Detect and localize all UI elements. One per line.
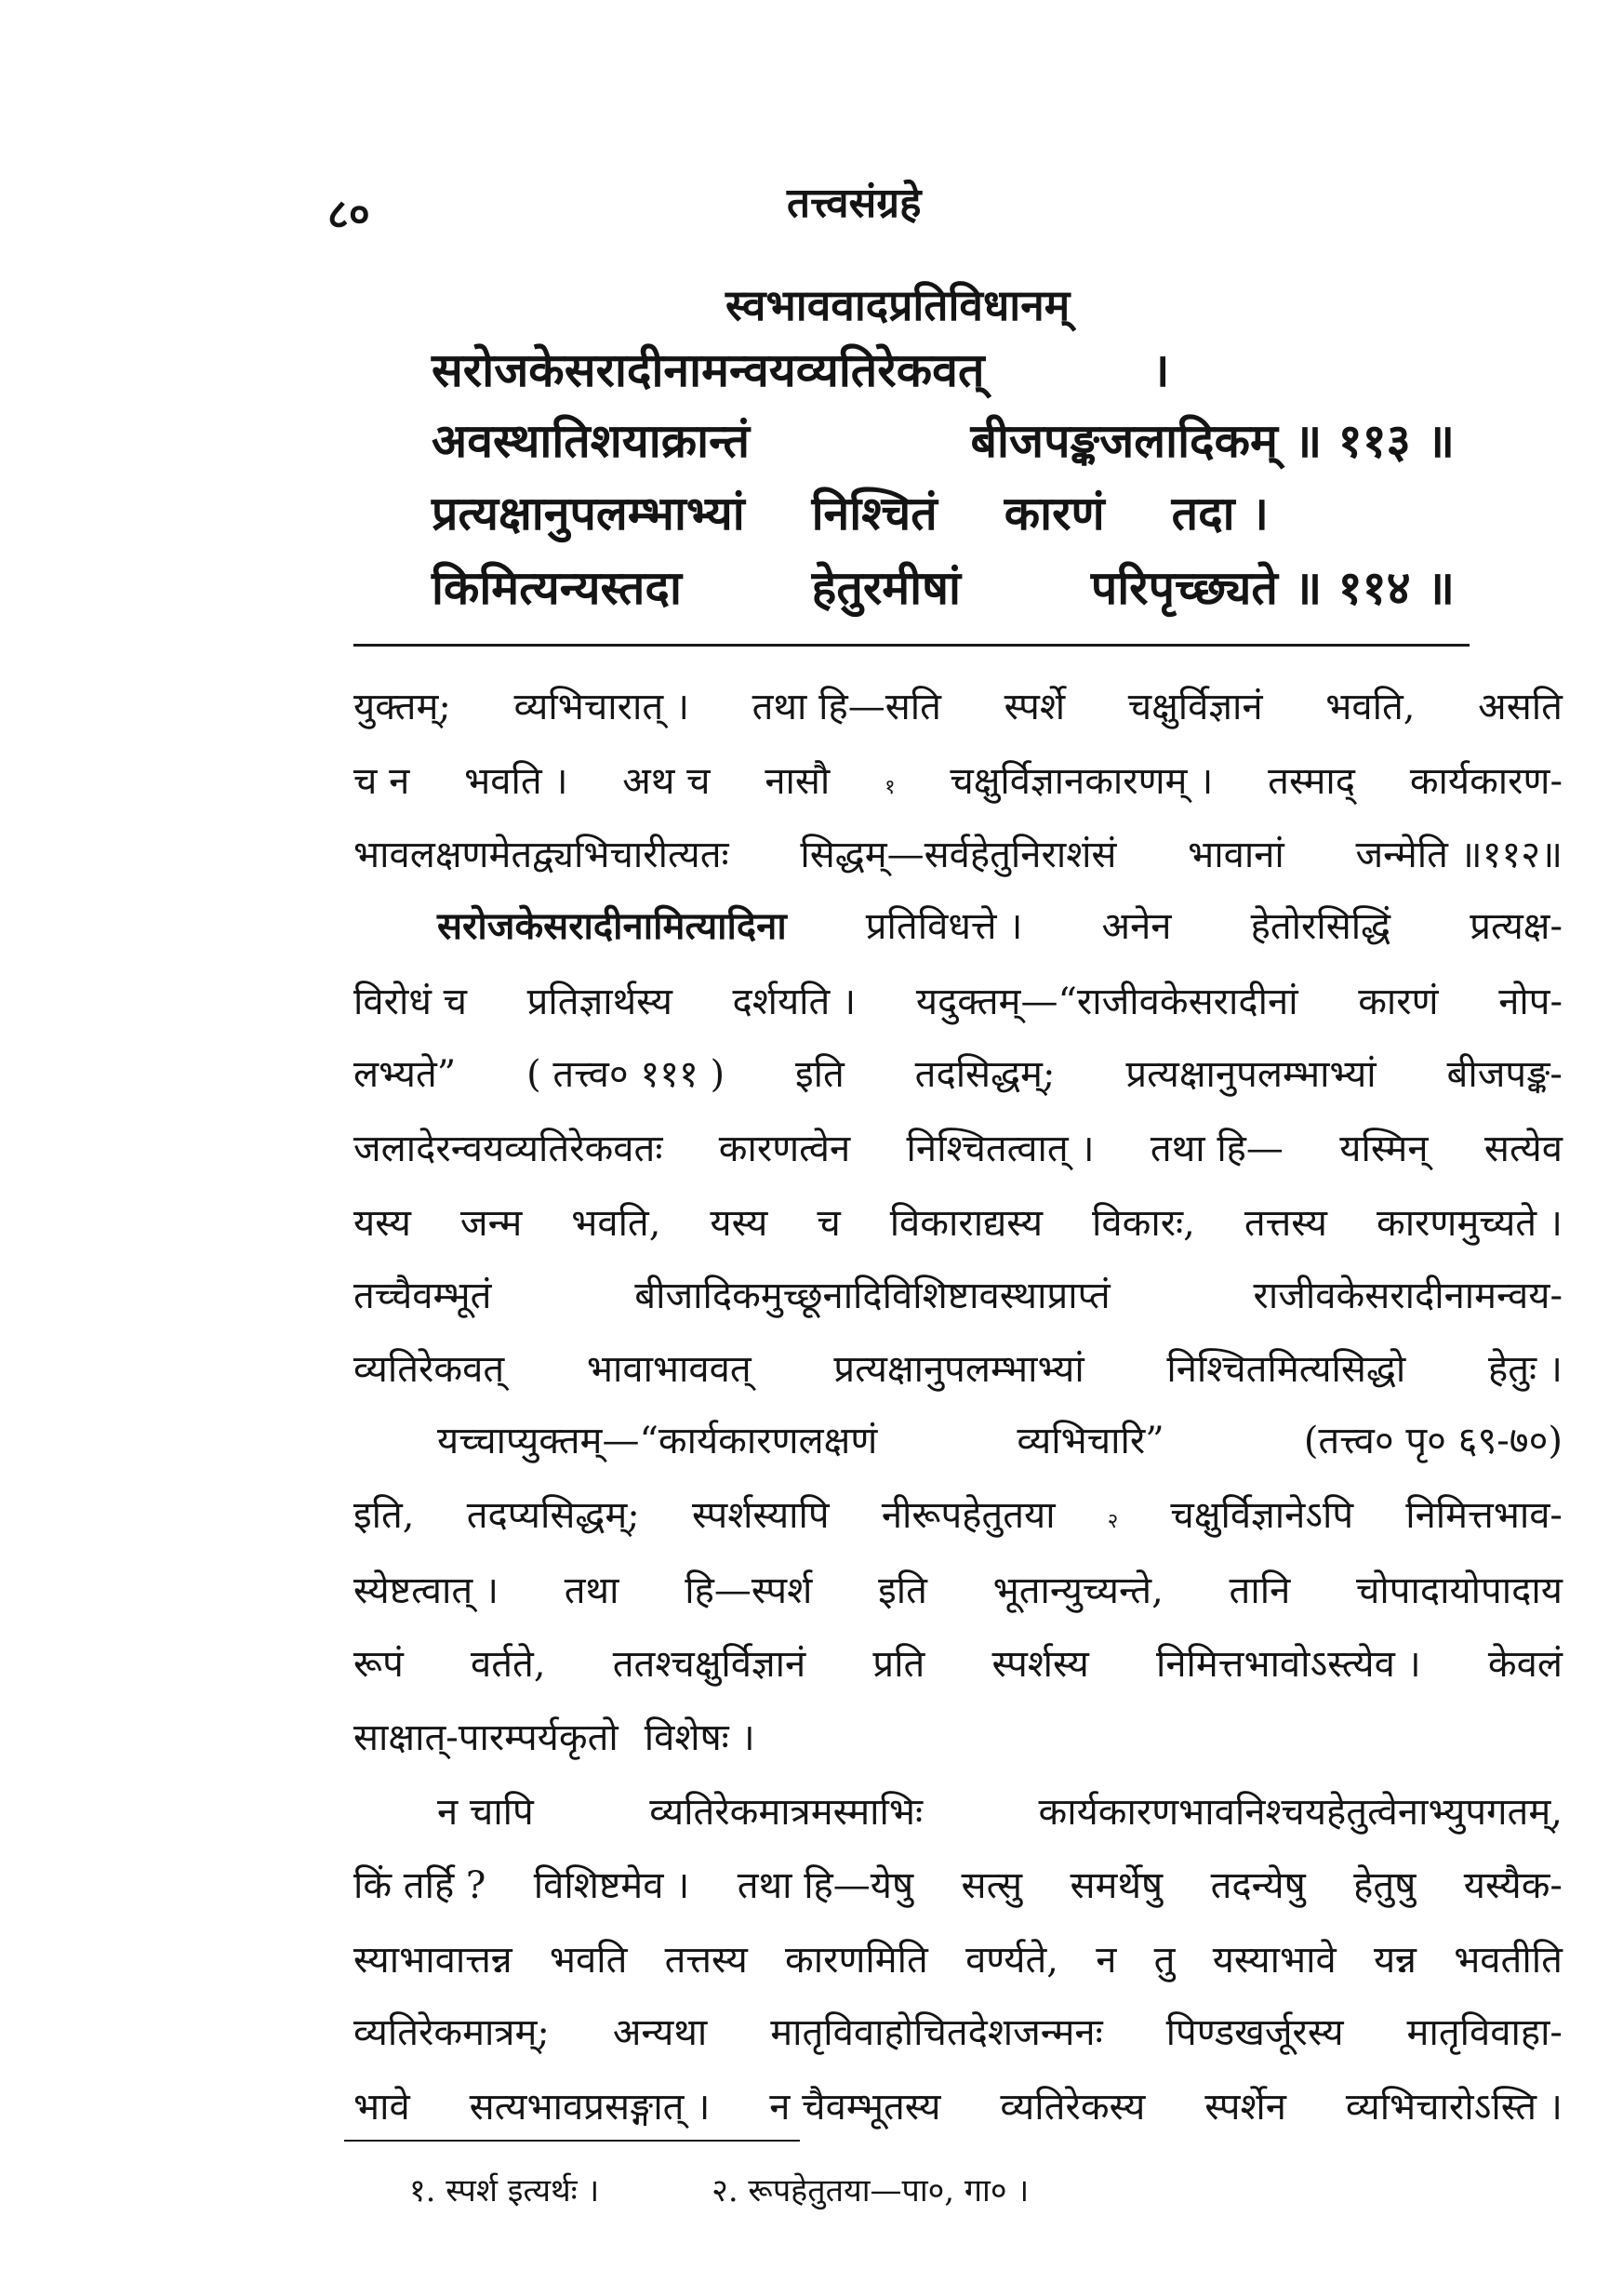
commentary-word: तदप्यसिद्धम्; [466, 1494, 640, 1537]
verse-line [432, 554, 1455, 618]
commentary-word: अन्यथा [612, 2011, 708, 2054]
commentary-word: च [817, 1202, 841, 1245]
commentary-word: भवतीति [1454, 1939, 1563, 1982]
commentary-word: निमित्तभाव- [1405, 1494, 1563, 1537]
commentary-word: यदुक्तम्—“राजीवकेसरादीनां [915, 981, 1298, 1023]
page-number: ८० [327, 191, 370, 238]
commentary-word: तथा हि—येषु [737, 1864, 914, 1907]
commentary-line [353, 754, 1563, 805]
commentary-word: सिद्धम्—सर्वहेतुनिराशंसं [800, 834, 1117, 876]
commentary-word: चोपादायोपादाय [1356, 1569, 1563, 1612]
commentary-word: तत्तस्य [1244, 1202, 1328, 1245]
commentary-word: स्याभावात्तन्न [353, 1939, 512, 1982]
commentary-word: ततश्चक्षुर्विज्ञानं [612, 1643, 806, 1686]
commentary-word: व्यभिचारि” [1017, 1420, 1164, 1462]
commentary-word: प्रतिज्ञार्थस्य [526, 981, 672, 1023]
commentary-word: तच्चैवम्भूतं [353, 1275, 492, 1317]
commentary-word: न [1096, 1939, 1117, 1982]
commentary-line [353, 1710, 1563, 1761]
commentary-word: कार्यकारणभावनिश्चयहेतुत्वेनाभ्युपगतम्, [1038, 1791, 1563, 1834]
commentary-word: विकारः, [1092, 1202, 1195, 1245]
commentary-line [353, 1563, 1563, 1614]
commentary-line [353, 679, 1563, 730]
commentary-word: व्यभिचारोऽस्ति । [1345, 2086, 1563, 2129]
footnote-divider [344, 2140, 800, 2142]
commentary-word: सत्यभावप्रसङ्गात् । [469, 2086, 711, 2129]
commentary-line [353, 974, 1563, 1025]
commentary-word: भूतान्युच्यन्ते, [992, 1569, 1164, 1612]
commentary-word: भावे [353, 2086, 410, 2129]
commentary-word: न चैवम्भूतस्य [769, 2086, 941, 2129]
verse-segment: सरोजकेसरादीनामन्वयव्यतिरेकवत् [432, 342, 985, 397]
commentary-word: यस्यैक- [1463, 1864, 1563, 1907]
commentary-word: तस्माद् [1268, 760, 1356, 803]
verse-segment: अवस्थातिशयाक्रान्तं [432, 413, 750, 468]
commentary-word: तत्तस्य [664, 1939, 748, 1982]
commentary-word: इति [878, 1569, 927, 1612]
commentary-line [437, 899, 1563, 950]
verse-segment: प्रत्यक्षानुपलम्भाभ्यां [432, 486, 745, 541]
commentary-word: हि—स्पर्श [685, 1569, 813, 1612]
commentary-word: व्यतिरेकस्य [1000, 2086, 1146, 2129]
commentary-word: समर्थेषु [1070, 1864, 1164, 1907]
commentary-word: स्पर्शे [1004, 686, 1066, 728]
commentary-word: व्यतिरेकवत् [353, 1348, 505, 1391]
verse-segment: तदा । [1171, 486, 1269, 541]
commentary-word: मातृविवाहा- [1406, 2011, 1563, 2054]
commentary-word: पिण्डखर्जूरस्य [1165, 2011, 1344, 2054]
commentary-word: भावाभाववत् [586, 1348, 752, 1391]
commentary-word: यच्चाप्युक्तम्—“कार्यकारणलक्षणं [437, 1420, 878, 1462]
commentary-word: स्पर्शस्य [991, 1643, 1089, 1686]
commentary-word: सत्येव [1483, 1128, 1563, 1170]
commentary-word: निश्चितमित्यसिद्धो [1166, 1348, 1406, 1391]
commentary-word: विरोधं च [353, 981, 468, 1023]
commentary-word: व्यतिरेकमात्रम्; [353, 2011, 550, 2054]
commentary-word: हेतुषु [1353, 1864, 1417, 1907]
commentary-line [353, 2005, 1563, 2056]
commentary-word: तदसिद्धम्; [914, 1053, 1056, 1096]
commentary-word: प्रत्यक्षानुपलम्भाभ्यां [1125, 1053, 1377, 1096]
verse-section-title: स्वभाववादप्रतिविधानम् [725, 280, 1071, 330]
commentary-word: ( तत्त्व० १११ ) [526, 1053, 725, 1096]
commentary-word: भावानां [1188, 834, 1284, 876]
verse-segment: कारणं [1004, 486, 1105, 541]
commentary-word: कारणत्वेन [718, 1128, 851, 1170]
commentary-word: विशेषः । [644, 1716, 755, 1759]
commentary-word: इति, [353, 1494, 415, 1537]
commentary-line [353, 1047, 1563, 1098]
commentary-word: जन्म [459, 1202, 523, 1245]
verse-segment: । [1151, 342, 1170, 397]
commentary-word: राजीवकेसरादीनामन्वय- [1253, 1275, 1563, 1317]
commentary-word: व्यतिरेकमात्रमस्माभिः [649, 1791, 924, 1834]
commentary-word: भवति, [571, 1202, 661, 1245]
commentary-word: तथा हि—सति [752, 686, 941, 728]
verse-segment: परिपृच्छ्यते ॥ ११४ ॥ [1090, 560, 1455, 615]
running-title: तत्त्वसंग्रहे [787, 180, 922, 227]
commentary-word: जलादेरन्वयव्यतिरेकवतः [353, 1128, 663, 1170]
footnote-2: २. रूपहेतुतया—पा०, गा० । [712, 2172, 1030, 2209]
commentary-word: यन्न [1373, 1939, 1417, 1982]
commentary-line [437, 1784, 1563, 1835]
commentary-word: केवलं [1487, 1643, 1563, 1686]
commentary-word: रूपं [353, 1643, 404, 1686]
commentary-line [437, 1413, 1563, 1464]
commentary-word: बीजादिकमुच्छूनादिविशिष्टावस्थाप्राप्तं [634, 1275, 1111, 1317]
commentary-word: चक्षुर्विज्ञानकारणम् । [950, 760, 1214, 803]
commentary-word: विशिष्टमेव । [533, 1864, 690, 1907]
verse-commentary-divider [353, 644, 1470, 647]
commentary-word: जन्मेति ॥११२॥ [1355, 834, 1563, 876]
commentary-word: स्पर्शेन [1204, 2086, 1286, 2129]
commentary-word: प्रति [872, 1643, 925, 1686]
commentary-word: नोप- [1498, 981, 1563, 1023]
footnote-1: १. स्पर्श इत्यर्थः । [409, 2172, 600, 2209]
commentary-word: असति [1478, 686, 1563, 728]
verse-segment: किमित्यन्यस्तदा [432, 560, 682, 615]
commentary-word: युक्तम्; [353, 686, 451, 728]
commentary-word: प्रत्यक्ष- [1470, 905, 1563, 948]
commentary-word: निमित्तभावोऽस्त्येव । [1155, 1643, 1421, 1686]
commentary-word: व्यभिचारात् । [513, 686, 690, 728]
commentary-word: दर्शयति । [732, 981, 857, 1023]
verse-segment: हेतुरमीषां [811, 560, 961, 615]
commentary-word: प्रत्यक्षानुपलम्भाभ्यां [833, 1348, 1084, 1391]
commentary-word: कारणमुच्यते । [1376, 1202, 1563, 1245]
commentary-line [353, 2079, 1563, 2130]
commentary-word: हेतोरसिद्धिं [1250, 905, 1391, 948]
commentary-word: मातृविवाहोचितदेशजन्मनः [770, 2011, 1103, 2054]
commentary-word: भावलक्षणमेतद्व्यभिचारीत्यतः [353, 834, 729, 876]
commentary-line [353, 1932, 1563, 1983]
commentary-word: सत्सु [961, 1864, 1023, 1907]
commentary-word: नासौ [765, 760, 831, 803]
verse-segment: निश्चितं [811, 486, 938, 541]
commentary-word: लभ्यते” [353, 1053, 457, 1096]
commentary-word: बीजपङ्क- [1446, 1053, 1563, 1096]
commentary-word: यस्याभावे [1212, 1939, 1337, 1982]
verse-line [432, 337, 1455, 400]
commentary-word: भवति । [464, 760, 568, 803]
commentary-word: चक्षुर्विज्ञानेऽपि [1170, 1494, 1354, 1537]
commentary-word: कारणं [1358, 981, 1439, 1023]
commentary-word: यस्य [710, 1202, 768, 1245]
commentary-word: भवति, [1325, 686, 1416, 728]
commentary-word: कार्यकारण- [1409, 760, 1563, 803]
commentary-word: नीरूपहेतुतया [881, 1494, 1056, 1537]
commentary-line [353, 1858, 1563, 1909]
commentary-word: भवति [549, 1939, 628, 1982]
commentary-word: न चापि [437, 1791, 534, 1834]
commentary-word: यस्य [353, 1202, 411, 1245]
footnote-ref: १ [885, 776, 896, 799]
commentary-line [353, 827, 1563, 878]
commentary-line [353, 1195, 1563, 1247]
commentary-line [353, 1121, 1563, 1172]
footnotes [409, 2168, 1525, 2210]
commentary-word: तथा [564, 1569, 619, 1612]
footnote-ref: २ [1107, 1510, 1119, 1533]
verse-segment: बीजपङ्कजलादिकम् ॥ ११३ ॥ [970, 413, 1455, 468]
commentary-word: तानि [1229, 1569, 1291, 1612]
commentary-word: विकाराद्यस्य [889, 1202, 1044, 1245]
commentary-word: कारणमिति [785, 1939, 928, 1982]
commentary-word: अथ च [622, 760, 711, 803]
commentary-line [353, 1636, 1563, 1688]
commentary-line [353, 1488, 1563, 1539]
commentary-word: किं तर्हि ? [353, 1864, 486, 1907]
commentary-word: यस्मिन् [1339, 1128, 1429, 1170]
verse-line [432, 480, 1269, 543]
commentary-word: तदन्येषु [1210, 1864, 1306, 1907]
commentary-word: हेतुः । [1487, 1348, 1563, 1391]
commentary-word: वर्तते, [471, 1643, 546, 1686]
commentary-line [353, 1342, 1563, 1393]
commentary-word: निश्चितत्वात् । [906, 1128, 1095, 1170]
commentary-word: (तत्त्व० पृ० ६९-७०) [1303, 1420, 1563, 1462]
commentary-word: स्पर्शस्यापि [691, 1494, 830, 1537]
commentary-word: तु [1153, 1939, 1176, 1982]
verse-line [432, 407, 1455, 471]
commentary-word: तथा हि— [1150, 1128, 1284, 1170]
commentary-word: वर्ण्यते, [965, 1939, 1059, 1982]
commentary-word: च न [353, 760, 410, 803]
commentary-word: सरोजकेसरादीनामित्यादिना [437, 904, 787, 948]
commentary-word: साक्षात्-पारम्पर्यकृतो [353, 1716, 619, 1759]
commentary-line [353, 1268, 1563, 1319]
commentary-word: स्येष्टत्वात् । [353, 1569, 499, 1612]
commentary-word: प्रतिविधत्ते । [865, 905, 1023, 948]
commentary-word: अनेन [1101, 905, 1172, 948]
commentary-word: चक्षुर्विज्ञानं [1127, 686, 1263, 728]
commentary-word: इति [794, 1053, 845, 1096]
